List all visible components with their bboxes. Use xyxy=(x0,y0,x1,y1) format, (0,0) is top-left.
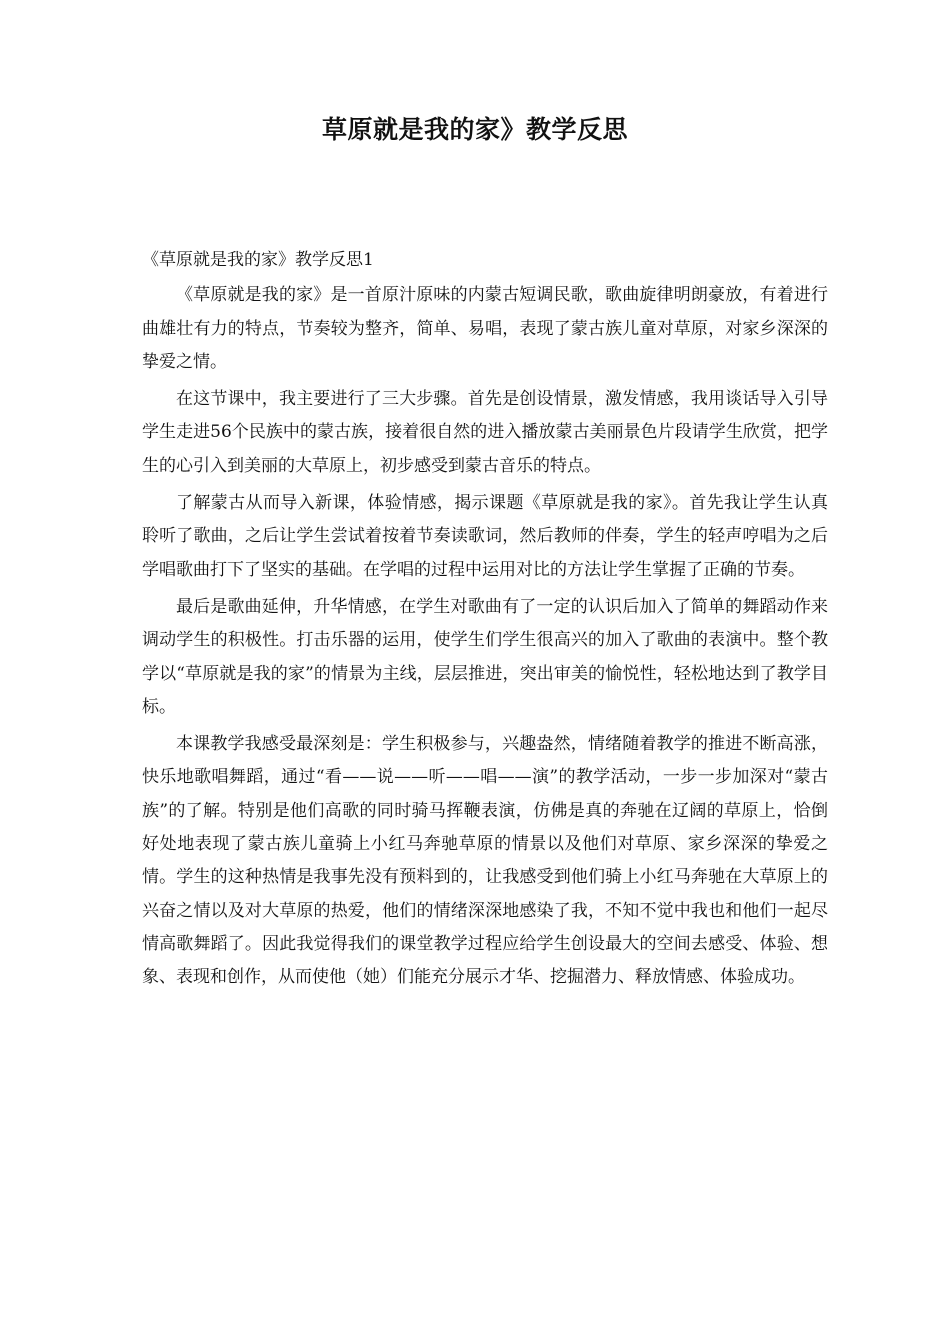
paragraph-1: 《草原就是我的家》是一首原汁原味的内蒙古短调民歌，歌曲旋律明朗豪放，有着进行曲雄壮有力的特点，节奏较为整齐，简单、易唱，表现了蒙古族儿童对草原，对家乡深深的挚爱之情。 xyxy=(142,285,828,372)
paragraph-3: 了解蒙古从而导入新课，体验情感，揭示课题《草原就是我的家》。首先我让学生认真聆听了歌曲，之后让学生尝试着按着节奏读歌词，然后教师的伴奏，学生的轻声哼唱为之后学唱歌曲打下了坚实的基础。在学唱的过程中运用对比的方法让学生掌握了正确的节奏。 xyxy=(142,493,828,580)
section-heading: 《草原就是我的家》教学反思1 xyxy=(142,250,374,270)
paragraph-4: 最后是歌曲延伸，升华情感，在学生对歌曲有了一定的认识后加入了简单的舞蹈动作来调动学生的积极性。打击乐器的运用，使学生们学生很高兴的加入了歌曲的表演中。整个教学以“草原就是我的家”的情景为主线，层层推进，突出审美的愉悦性，轻松地达到了教学目标。 xyxy=(142,596,828,717)
paragraph-5: 本课教学我感受最深刻是：学生积极参与，兴趣盎然，情绪随着教学的推进不断高涨，快乐地歌唱舞蹈，通过“看——说——听——唱——演”的教学活动，一步一步加深对“蒙古族”的了解。特别是他们高歌的同时骑马挥鞭表演，仿佛是真的奔驰在辽阔的草原上，恰倒好处地表现了蒙古族儿童骑上小红马奔驰草原的情景以及他们对草原、家乡深深的挚爱之情。学生的这种热情是我事先没有预料到的，让我感受到他们骑上小红马奔驰在大草原上的兴奋之情以及对大草原的热爱，他们的情绪深深地感染了我，不知不觉中我也和他们一起尽情高歌舞蹈了。因此我觉得我们的课堂教学过程应给学生创设最大的空间去感受、体验、想象、表现和创作，从而使他（她）们能充分展示才华、挖掘潜力、释放情感、体验成功。 xyxy=(142,734,828,988)
document-body xyxy=(142,244,828,999)
document-title: 草原就是我的家》教学反思 xyxy=(321,115,628,144)
paragraph-2: 在这节课中，我主要进行了三大步骤。首先是创设情景，激发情感，我用谈话导入引导学生走进56个民族中的蒙古族，接着很自然的进入播放蒙古美丽景色片段请学生欣赏，把学生的心引入到美丽的大草原上，初步感受到蒙古音乐的特点。 xyxy=(142,389,828,476)
